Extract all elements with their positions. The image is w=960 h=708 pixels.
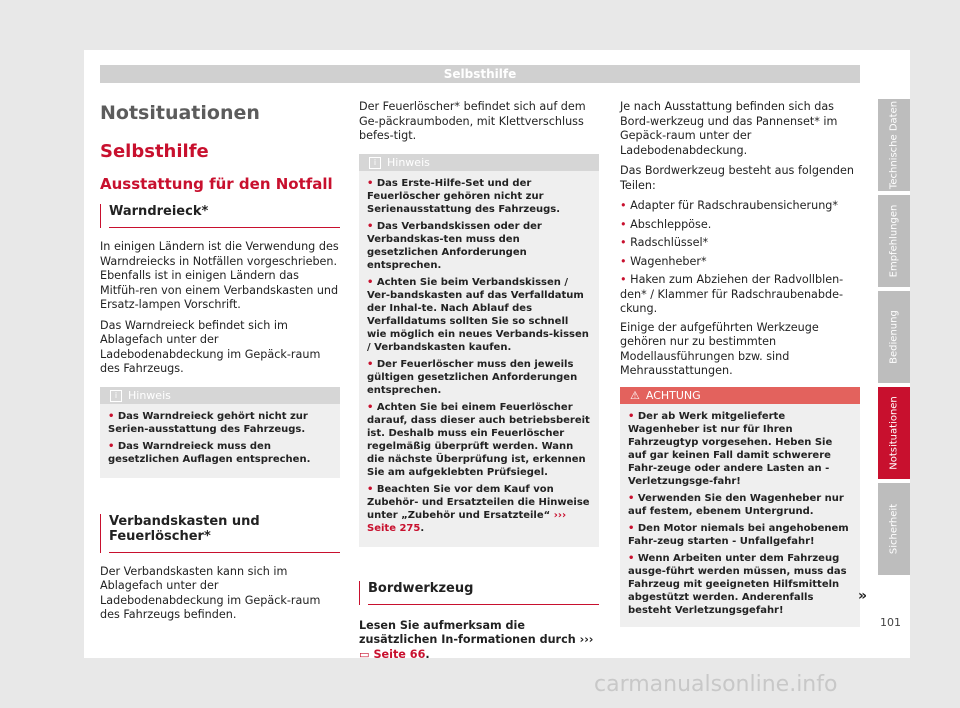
- book-icon: ▭: [359, 647, 370, 661]
- list-item: • Abschleppöse.: [620, 217, 712, 231]
- paragraph: Je nach Ausstattung befinden sich das Bord-werkzeug und das Pannenset* im Gepäck-raum unter der Ladebodenabdeckung.: [620, 100, 838, 157]
- note-item: • Beachten Sie vor dem Kauf von Zubehör- und Ersatzteilen die Hinweise unter „Zubehör und Ersatzteile“ ››› Seite 275.: [367, 483, 590, 534]
- note-item: • Das Verbandskissen oder der Verbandskas-ten muss den gesetzlichen Anforderungen entsprechen.: [367, 220, 542, 271]
- info-icon: i: [369, 157, 381, 169]
- warning-header: ⚠ ACHTUNG: [620, 387, 860, 404]
- topic-heading-verbandskasten: [100, 514, 340, 553]
- continue-mark: »: [858, 588, 868, 604]
- column-1: [100, 100, 340, 629]
- paragraph: Einige der aufgeführten Werkzeuge gehören nur zu bestimmten Modellausführungen bzw. sind Mehrausstattungen.: [620, 320, 819, 377]
- note-item: • Achten Sie beim Verbandskissen / Ver-bandskasten auf das Verfalldatum der Inhal-te. Nach Ablauf des Verfalldatums sollten Sie so schnell wie möglich ein neues Verbands-kissen / Verbandskasten kaufen.: [367, 276, 589, 353]
- paragraph: Das Bordwerkzeug besteht aus folgenden Teilen:: [620, 164, 854, 192]
- side-tabs: [878, 99, 910, 579]
- paragraph: Der Verbandskasten kann sich im Ablagefach unter der Ladebodenabdeckung im Gepäck-raum des Fahrzeugs befinden.: [100, 564, 321, 621]
- note-box: [359, 154, 599, 547]
- topic-bar: [100, 514, 101, 553]
- topic-title: Warndreieck*: [109, 204, 209, 219]
- note-header: i Hinweis: [359, 154, 599, 171]
- list-item: • Haken zum Abziehen der Radvollblen-den* / Klammer für Radschraubenabde-ckung.: [620, 273, 844, 315]
- note-item: • Achten Sie bei einem Feuerlöscher darauf, dass dieser auch betriebsbereit ist. Deshalb muss ein Feuerlöscher regelmäßig überprüft werden. Wann die nächste Überprüfung ist, erkennen Sie am aufgeklebten Prüfsiegel.: [367, 401, 590, 478]
- column-3: [620, 100, 860, 627]
- topic-bar: [359, 581, 360, 605]
- lead-paragraph: Lesen Sie aufmerksam die zusätzlichen In-formationen durch ››› ▭ Seite 66.: [359, 618, 594, 661]
- list-item: • Adapter für Radschraubensicherung*: [620, 199, 838, 212]
- page-link[interactable]: Seite 66: [373, 647, 426, 661]
- paragraph: In einigen Ländern ist die Verwendung des Warndreiecks in Notfällen vorgeschrieben. Ebenfalls ist in einigen Ländern das Mitfüh-ren von einem Verbandskasten und Ersatz-lampen Vorschrift.: [100, 240, 339, 311]
- topic-heading-warndreieck: [100, 204, 340, 228]
- note-item: • Das Erste-Hilfe-Set und der Feuerlöscher gehören nicht zur Serienausstattung des Fahrzeugs.: [367, 177, 561, 215]
- column-2: [359, 100, 599, 668]
- warning-item: • Der ab Werk mitgelieferte Wagenheber ist nur für Ihren Fahrzeugtyp vorgesehen. Heben Sie auf gar keinen Fall damit schwerere Fahr-zeuge oder andere Lasten an - Verletzungsge-fahr!: [628, 410, 833, 487]
- tab-sicherheit[interactable]: Sicherheit: [878, 483, 910, 575]
- note-box: [100, 387, 340, 478]
- tab-technische-daten[interactable]: Technische Daten: [878, 99, 910, 191]
- tab-bedienung[interactable]: Bedienung: [878, 291, 910, 383]
- warning-item: • Wenn Arbeiten unter dem Fahrzeug ausge-führt werden müssen, muss das Fahrzeug mit geeigneten Hilfsmitteln abgestützt werden. Anderenfalls besteht Verletzungsgefahr!: [628, 552, 847, 616]
- topic-title: Verbandskasten und Feuerlöscher*: [109, 513, 260, 544]
- subsection-title: Ausstattung für den Notfall: [100, 175, 333, 193]
- info-icon: i: [110, 390, 122, 402]
- topic-title: Bordwerkzeug: [368, 580, 474, 596]
- warning-item: • Den Motor niemals bei angehobenem Fahr-zeug starten - Unfallgefahr!: [628, 522, 849, 547]
- list-item: • Wagenheber*: [620, 254, 707, 268]
- section-title: Selbsthilfe: [100, 141, 209, 162]
- note-item: • Das Warndreieck gehört nicht zur Serien-ausstattung des Fahrzeugs.: [108, 410, 308, 435]
- tab-notsituationen[interactable]: Notsituationen: [878, 387, 910, 479]
- note-item: • Das Warndreieck muss den gesetzlichen Auflagen entsprechen.: [108, 440, 311, 465]
- topic-heading-bordwerkzeug: [359, 581, 599, 605]
- tool-list: [620, 199, 860, 317]
- warning-item: • Verwenden Sie den Wagenheber nur auf festem, ebenem Untergrund.: [628, 492, 844, 517]
- page-number: 101: [880, 616, 901, 629]
- note-header: i Hinweis: [100, 387, 340, 404]
- topic-bar: [100, 204, 101, 228]
- paragraph: Das Warndreieck befindet sich im Ablagefach unter der Ladebodenabdeckung im Gepäck-raum des Fahrzeugs.: [100, 318, 321, 375]
- paragraph: Der Feuerlöscher* befindet sich auf dem Ge-päckraumboden, mit Klettverschluss befes-tigt.: [359, 100, 586, 142]
- warning-box: [620, 387, 860, 627]
- list-item: • Radschlüssel*: [620, 236, 709, 249]
- watermark: carmanualsonline.info: [594, 672, 838, 697]
- note-item: • Der Feuerlöscher muss den jeweils gültigen gesetzlichen Anforderungen entsprechen.: [367, 358, 578, 396]
- warning-icon: ⚠: [630, 388, 640, 402]
- tab-empfehlungen[interactable]: Empfehlungen: [878, 195, 910, 287]
- running-header: Selbsthilfe: [100, 65, 860, 83]
- page-link[interactable]: ››› Seite 275: [367, 509, 567, 534]
- chapter-title: Notsituationen: [100, 102, 260, 124]
